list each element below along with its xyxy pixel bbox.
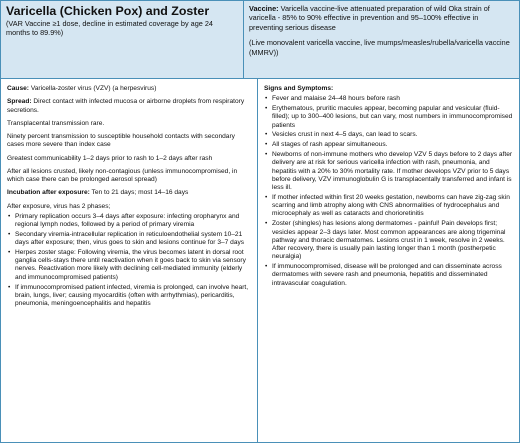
list-item: • Zoster (shingles) has lesions along dermatomes - painful! Pain develops first; vesicles appear 2–3 days later. Most common appearances are along trigeminal pathway and thoracic dermatomes. Lesions crust in 1 week, resolve in 2 weeks. After recovery, there is usually pain lasting longer than 1 month (postherpetic neuralgia) (264, 220, 513, 261)
list-item: • Vesicles crust in next 4–5 days, can lead to scars. (264, 131, 513, 139)
vaccine-paragraph (249, 4, 514, 32)
incubation-text: Ten to 21 days; most 14–16 days (89, 189, 189, 197)
list-item: • All stages of rash appear simultaneous. (264, 141, 513, 149)
list-item: • Erythematous, pruritic macules appear, becoming papular and vesicular (fluid- filled); up to 300–400 lesions, but can vary, most numbers in immunocompromised patients (264, 105, 513, 130)
list-item: • Newborns of non-immune mothers who develop VZV 5 days before to 2 days after delivery are at risk for serious varicella infection with rash, pneumonia, and hepatitis with a 20% to 30% mortality rate. If mother develops VZV prior to 5 days before delivery, VZV immunoglobulin G is transplacentally transferred and infant is less ill. (264, 151, 513, 192)
communicability-text: Greatest communicability 1–2 days prior to rash to 1–2 days after rash (7, 154, 213, 162)
crusted-text: After all lesions crusted, likely non-contagious (unless immunocompromised, in which case there can be prolonged aerosol spread) (7, 167, 238, 183)
signs-list (264, 95, 513, 288)
header-row (1, 1, 519, 78)
list-item: • If immunocompromised patient infected, viremia is prolonged, can involve heart, brain, lungs, liver; causing myocarditis (often with arrhythmias), pericarditis, pneumonia, meningoencephalitis and hepatitis (7, 284, 251, 309)
page-title: Varicella (Chicken Pox) and Zoster (6, 4, 210, 18)
phases-list (7, 213, 251, 309)
body-row (1, 79, 519, 442)
cause-label: Cause: (7, 85, 29, 92)
signs-label: Signs and Symptoms: (264, 85, 334, 92)
household-text: Ninety percent transmission to susceptible household contacts with secondary cases more severe than index case (7, 133, 235, 149)
spread-text: Direct contact with infected mucosa or airborne droplets from respiratory secretions. (7, 98, 245, 114)
coverage-note: (VAR Vaccine ≥1 dose, decline in estimated coverage by age 24 months to 89.9%) (6, 19, 213, 38)
list-item: • If immunocompromised, disease will be prolonged and can disseminate across dermatomes with severe rash and pneumonia, hepatitis and disseminated intravascular coagulation. (264, 263, 513, 288)
list-item: • Primary replication occurs 3–4 days after exposure: infecting oropharynx and regional lymph nodes, followed by a period of primary viremia (7, 213, 251, 230)
transplacental-text: Transplacental transmission rare. (7, 119, 105, 127)
incubation-label: Incubation after exposure: (7, 189, 90, 197)
vaccine-note: (Live monovalent varicella vaccine, live mumps/measles/rubella/varicella vaccine (MMRV)) (249, 38, 510, 57)
spread-paragraph (7, 98, 251, 115)
list-item: • Fever and malaise 24–48 hours before rash (264, 95, 513, 103)
list-item: • Secondary viremia-intracellular replication in reticuloendothelial system 10–21 days after exposure; then, virus goes to skin and lesions continue for 3–7 days (7, 231, 251, 248)
incubation-paragraph (7, 189, 251, 197)
cause-paragraph (7, 85, 251, 93)
list-item: • If mother infected within first 20 weeks gestation, newborns can have zig-zag skin scarring and limb atrophy along with CNS abnormalities of hydrocephalus and microcephaly as well as cataracts and chorioretinitis (264, 194, 513, 219)
list-item: • Herpes zoster stage: Following viremia, the virus becomes latent in dorsal root ganglia cells-stays there until reactivation when it goes back to skin via sensory nerves. Reactivation more likely with declining cell-mediated immunity (elderly and immunocompromised patients) (7, 249, 251, 282)
vaccine-cell (244, 1, 519, 78)
phases-intro: After exposure, virus has 2 phases; (7, 202, 111, 210)
cause-text: Varicella-zoster virus (VZV) (a herpesvirus) (29, 85, 157, 92)
left-column (1, 79, 258, 442)
vaccine-label: Vaccine: (249, 4, 279, 13)
vaccine-text: Varicella vaccine-live attenuated preparation of wild Oka strain of varicella - 85% to 90% effective in prevention and 95–100% effective in preventing serious disease (249, 4, 490, 32)
spread-label: Spread: (7, 98, 32, 106)
title-cell (1, 1, 244, 78)
right-column (258, 79, 519, 442)
